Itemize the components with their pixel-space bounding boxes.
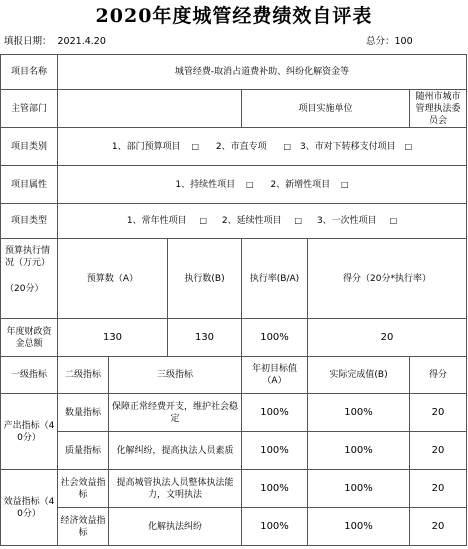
actual-cell: 100% — [308, 470, 410, 508]
target-cell: 100% — [242, 432, 308, 470]
type-option-1: 1、常年性项目 — [126, 216, 187, 226]
attribute-label: 项目属性 — [1, 166, 58, 204]
budget-amount-header: 预算数（A） — [58, 239, 168, 319]
checkbox-icon: □ — [341, 179, 349, 189]
actual-cell: 100% — [308, 394, 410, 432]
budget-weight: （20分） — [5, 284, 44, 294]
exec-rate-value: 100% — [242, 319, 308, 357]
level1-header: 一级指标 — [1, 357, 58, 394]
target-cell: 100% — [242, 470, 308, 508]
department-row — [1, 90, 467, 128]
actual-header: 实际完成值(B) — [308, 357, 410, 394]
table-row — [1, 470, 467, 508]
impl-unit-label: 项目实施单位 — [242, 90, 410, 128]
level3-cell: 化解纠纷，提高执法人员素质 — [109, 432, 242, 470]
target-header: 年初目标值（A） — [242, 357, 308, 394]
annual-fund-row — [1, 319, 467, 357]
level3-cell: 保障正常经费开支，维护社会稳定 — [109, 394, 242, 432]
budget-exec-label — [1, 239, 58, 319]
exec-rate-header: 执行率(B/A) — [242, 239, 308, 319]
budget-exec-title: 预算执行情况（万元） — [5, 246, 51, 268]
score-cell: 20 — [410, 470, 467, 508]
score-cell: 20 — [410, 508, 467, 546]
level1-benefit: 效益指标（40分） — [1, 470, 58, 546]
attribute-row — [1, 166, 467, 204]
category-label: 项目类别 — [1, 128, 58, 166]
evaluation-table — [0, 54, 467, 546]
total-score-value: 100 — [394, 36, 413, 47]
exec-amount-header: 执行数(B) — [168, 239, 242, 319]
total-score-label: 总分： — [366, 36, 395, 47]
category-option-3: 3、市对下转移支付项目 — [299, 141, 396, 152]
checkbox-icon: □ — [404, 141, 413, 151]
budget-header-row — [1, 239, 467, 319]
table-row — [1, 394, 467, 432]
actual-cell: 100% — [308, 508, 410, 546]
checkbox-icon: □ — [389, 216, 398, 225]
category-option-1: 1、部门预算项目 — [111, 141, 181, 152]
score-formula-header: 得分（20分*执行率） — [308, 239, 467, 319]
category-row — [1, 128, 467, 166]
annual-fund-label: 年度财政资金总额 — [1, 319, 58, 357]
project-name-value: 城管经费-取消占道费补助、纠纷化解资金等 — [58, 55, 467, 90]
department-value — [58, 90, 242, 128]
score-cell: 20 — [410, 394, 467, 432]
level2-cell: 质量指标 — [58, 432, 109, 470]
level1-output: 产出指标（40分） — [1, 394, 58, 470]
level3-cell: 提高城管执法人员整体执法能力，文明执法 — [109, 470, 242, 508]
table-row — [1, 432, 467, 470]
total-score — [366, 36, 413, 48]
checkbox-icon: □ — [294, 216, 303, 225]
level2-cell: 经济效益指标 — [58, 508, 109, 546]
score-header: 得分 — [410, 357, 467, 394]
budget-score-value: 20 — [308, 319, 467, 357]
type-options — [58, 204, 467, 239]
category-option-2: 2、市直专项 — [215, 141, 267, 152]
checkbox-icon: □ — [246, 179, 254, 189]
attribute-option-2: 2、新增性项目 — [270, 179, 331, 190]
type-option-2: 2、延续性项目 — [221, 216, 282, 226]
level2-cell: 数量指标 — [58, 394, 109, 432]
level3-cell: 化解执法纠纷 — [109, 508, 242, 546]
report-date-label: 填报日期： — [4, 36, 52, 47]
report-date — [4, 36, 106, 48]
checkbox-icon: □ — [199, 216, 208, 225]
type-row — [1, 204, 467, 239]
budget-value: 130 — [58, 319, 168, 357]
target-cell: 100% — [242, 508, 308, 546]
table-row — [1, 508, 467, 546]
project-name-label: 项目名称 — [1, 55, 58, 90]
project-name-row — [1, 55, 467, 90]
actual-cell: 100% — [308, 432, 410, 470]
indicator-header-row — [1, 357, 467, 394]
category-options — [58, 128, 467, 166]
department-label: 主管部门 — [1, 90, 58, 128]
executed-value: 130 — [168, 319, 242, 357]
score-cell: 20 — [410, 432, 467, 470]
level3-header: 三级指标 — [109, 357, 242, 394]
checkbox-icon: □ — [283, 141, 292, 151]
type-option-3: 3、一次性项目 — [316, 216, 377, 226]
report-date-value: 2021.4.20 — [57, 36, 106, 47]
target-cell: 100% — [242, 394, 308, 432]
level2-cell: 社会效益指标 — [58, 470, 109, 508]
level2-header: 二级指标 — [58, 357, 109, 394]
attribute-options — [58, 166, 467, 204]
checkbox-icon: □ — [191, 141, 200, 151]
attribute-option-1: 1、持续性项目 — [175, 179, 236, 190]
type-label: 项目类型 — [1, 204, 58, 239]
impl-unit-value: 随州市城市管理执法委员会 — [410, 90, 467, 128]
page-title: 2020年度城管经费绩效自评表 — [95, 5, 373, 27]
